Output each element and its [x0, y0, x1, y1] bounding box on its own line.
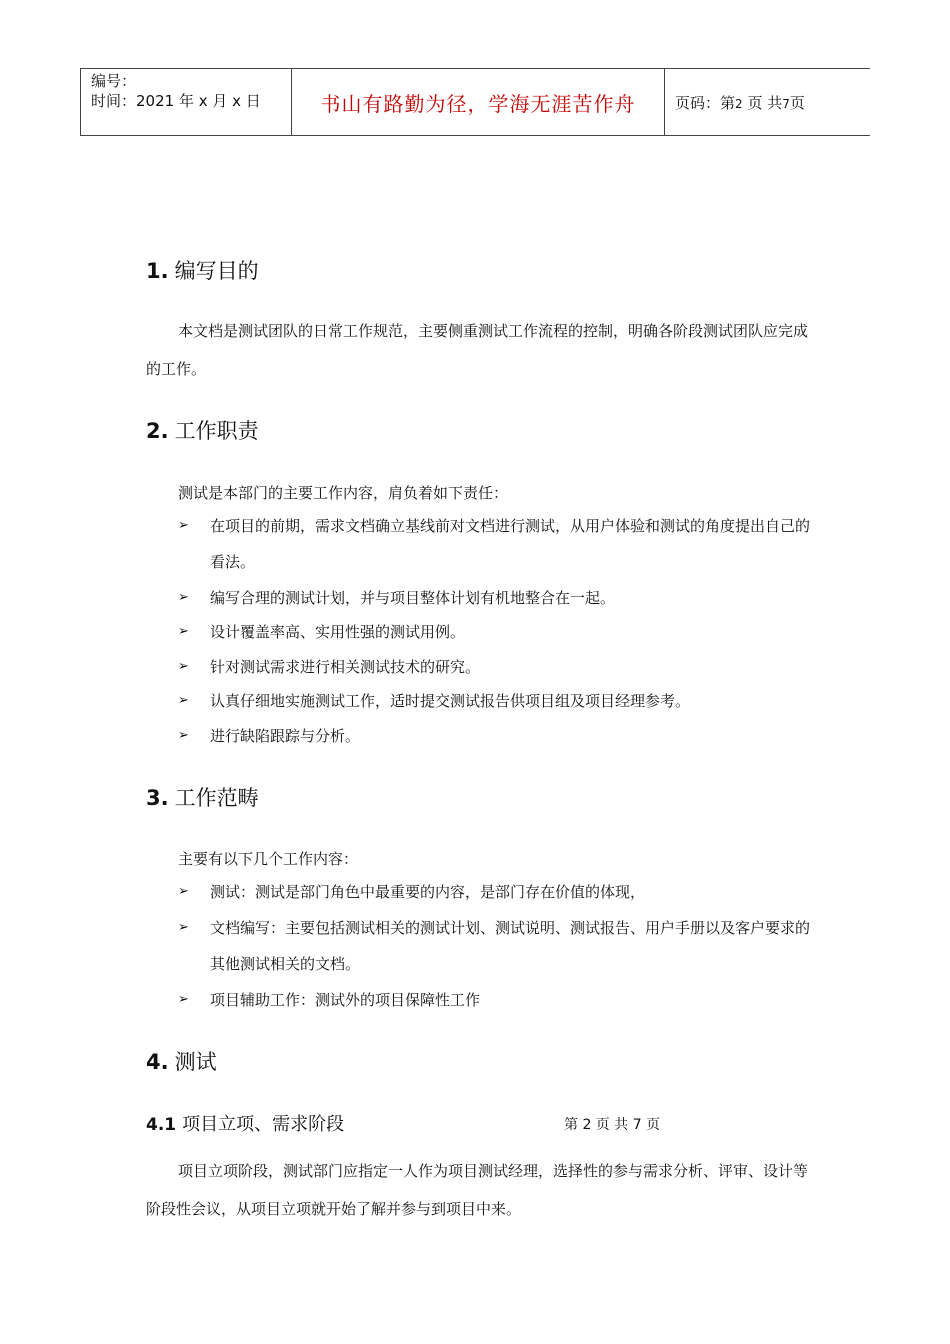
- section-2-heading: [146, 415, 259, 445]
- list-item-text: 编写合理的测试计划，并与项目整体计划有机地整合在一起。: [210, 589, 616, 607]
- arrow-bullet-icon: ➢: [178, 659, 189, 674]
- page-mid: 页 共: [747, 93, 783, 112]
- motto-cell: [292, 69, 665, 136]
- arrow-bullet-icon: ➢: [178, 920, 189, 935]
- list-item-text: 文档编写：主要包括测试相关的测试计划、测试说明、测试报告、用户手册以及客户要求的其他测试相关的文档。: [210, 919, 811, 973]
- list-item-text: 针对测试需求进行相关测试技术的研究。: [210, 658, 481, 676]
- arrow-bullet-icon: ➢: [178, 590, 189, 605]
- motto: 书山有路勤为径，学海无涯苦作舟: [320, 91, 636, 116]
- list-item-text: 设计覆盖率高、实用性强的测试用例。: [210, 623, 466, 641]
- section-4-heading: [146, 1046, 217, 1076]
- page-code-cell: [665, 69, 871, 136]
- list-item-text: 在项目的前期，需求文档确立基线前对文档进行测试，从用户体验和测试的角度提出自己的看法。: [210, 517, 811, 571]
- section-3-lead: 主要有以下几个工作内容：: [178, 850, 359, 868]
- list-item: [178, 683, 810, 719]
- arrow-bullet-icon: ➢: [178, 992, 189, 1007]
- list-item: [178, 982, 810, 1018]
- page-total: 7: [782, 96, 790, 111]
- section-3-heading: [146, 782, 259, 812]
- arrow-bullet-icon: ➢: [178, 624, 189, 639]
- subsection-4-1-heading: [146, 1110, 344, 1136]
- list-item: [178, 649, 810, 685]
- code-label: 编号：: [91, 72, 137, 90]
- page-num: 2: [735, 96, 743, 111]
- arrow-bullet-icon: ➢: [178, 693, 189, 708]
- list-item: [178, 874, 810, 910]
- page-mark: 第 2 页 共 7 页: [564, 1117, 661, 1133]
- header-meta-cell: [81, 69, 292, 136]
- arrow-bullet-icon: ➢: [178, 884, 189, 899]
- section-4-title: 测试: [174, 1050, 217, 1074]
- subsection-4-1-title: 项目立项、需求阶段: [182, 1114, 345, 1135]
- list-item: [178, 910, 810, 982]
- list-item-text: 测试：测试是部门角色中最重要的内容，是部门存在价值的体现，: [210, 883, 646, 901]
- section-4-1-paragraph: 项目立项阶段，测试部门应指定一人作为项目测试经理，选择性的参与需求分析、评审、设计等阶段性会议，从项目立项就开始了解并参与到项目中来。: [146, 1162, 809, 1218]
- section-1-heading: [146, 255, 259, 285]
- list-item: [178, 718, 810, 754]
- page-suffix: 页: [789, 93, 805, 112]
- list-item: [178, 508, 810, 580]
- section-3-number: 3.: [146, 786, 169, 810]
- list-item-text: 进行缺陷跟踪与分析。: [210, 727, 361, 745]
- list-item-text: 项目辅助工作：测试外的项目保障性工作: [210, 991, 481, 1009]
- section-3-title: 工作范畴: [174, 786, 259, 810]
- section-2-lead: 测试是本部门的主要工作内容，肩负着如下责任：: [178, 484, 509, 502]
- arrow-bullet-icon: ➢: [178, 728, 189, 743]
- section-1-paragraph: 本文档是测试团队的日常工作规范，主要侧重测试工作流程的控制，明确各阶段测试团队应完成的工作。: [146, 322, 809, 378]
- list-item: [178, 614, 810, 650]
- header-table: [80, 68, 870, 136]
- section-2-number: 2.: [146, 419, 169, 443]
- section-1-number: 1.: [146, 259, 169, 283]
- section-1-title: 编写目的: [174, 259, 259, 283]
- list-item-text: 认真仔细地实施测试工作，适时提交测试报告供项目组及项目经理参考。: [210, 692, 691, 710]
- arrow-bullet-icon: ➢: [178, 518, 189, 533]
- page-prefix: 页码：第: [675, 93, 736, 112]
- section-2-title: 工作职责: [174, 419, 259, 443]
- section-4-number: 4.: [146, 1050, 169, 1074]
- subsection-4-1-number: 4.1: [146, 1115, 177, 1135]
- list-item: [178, 580, 810, 616]
- time-label: 时间：2021 年 x 月 x 日: [91, 92, 261, 110]
